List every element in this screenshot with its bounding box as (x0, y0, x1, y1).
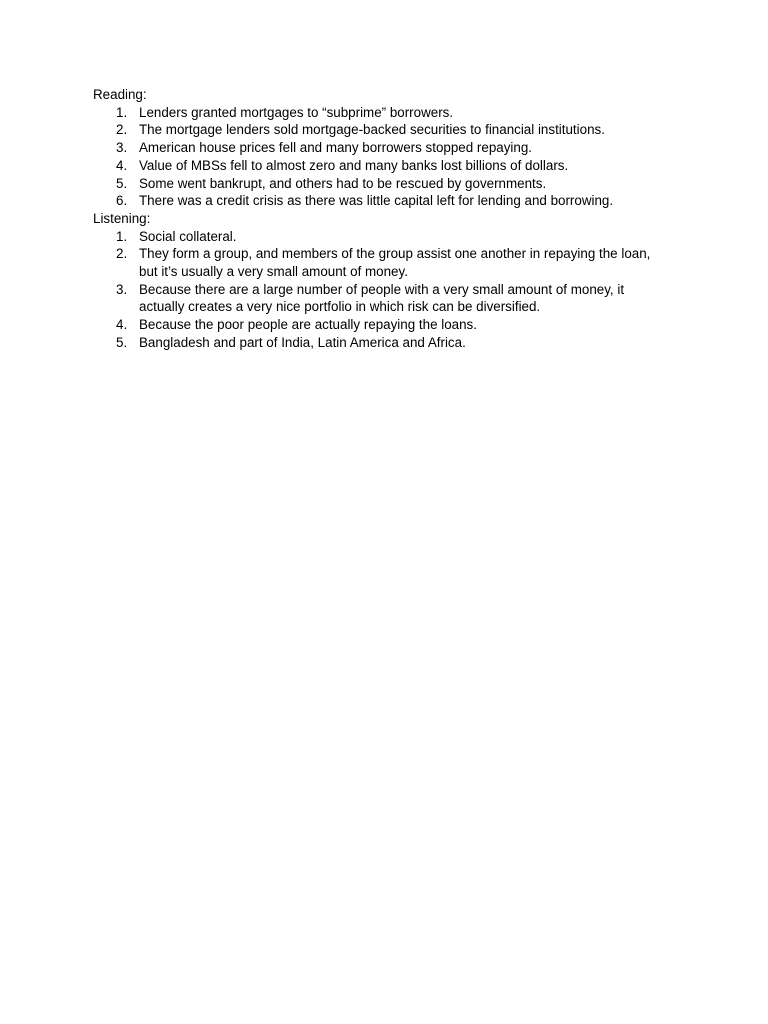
listening-section (93, 210, 673, 352)
document-page (93, 86, 673, 352)
item-text: Some went bankrupt, and others had to be rescued by governments. (139, 175, 547, 191)
item-text: Social collateral. (139, 228, 237, 244)
section-heading-reading: Reading: (93, 87, 147, 102)
item-number: 1. (116, 228, 128, 244)
item-text: There was a credit crisis as there was little capital left for lending and borrowing. (139, 193, 614, 209)
item-text: They form a group, and members of the group assist one another in repaying the loan, but it’s usually a very small amount of money. (139, 246, 651, 280)
item-text: Value of MBSs fell to almost zero and many banks lost billions of dollars. (139, 157, 569, 173)
list-item (93, 104, 673, 122)
list-item (93, 175, 673, 193)
list-item (93, 316, 673, 334)
item-text: Bangladesh and part of India, Latin America and Africa. (139, 334, 466, 350)
item-text: Because there are a large number of people with a very small amount of money, it actually creates a very nice portfolio in which risk can be diversified. (139, 281, 625, 315)
list-item (93, 192, 673, 210)
list-item (93, 228, 673, 246)
list-item (93, 245, 673, 280)
item-text: Lenders granted mortgages to “subprime” borrowers. (139, 104, 454, 120)
list-item (93, 157, 673, 175)
item-text: The mortgage lenders sold mortgage-backed securities to financial institutions. (139, 122, 605, 138)
item-number: 5. (116, 334, 128, 350)
list-item (93, 121, 673, 139)
reading-answer-list (93, 104, 673, 210)
list-item (93, 334, 673, 352)
item-number: 2. (116, 246, 128, 262)
item-number: 3. (116, 140, 128, 156)
reading-section (93, 86, 673, 210)
item-text: American house prices fell and many borrowers stopped repaying. (139, 140, 532, 156)
list-item (93, 281, 673, 316)
section-heading-listening: Listening: (93, 210, 151, 226)
item-number: 1. (116, 104, 128, 120)
listening-answer-list (93, 228, 673, 352)
item-number: 2. (116, 122, 128, 138)
item-number: 5. (116, 175, 128, 191)
item-number: 4. (116, 157, 128, 173)
item-number: 3. (116, 281, 128, 297)
item-text: Because the poor people are actually repaying the loans. (139, 317, 477, 333)
list-item (93, 139, 673, 157)
item-number: 6. (116, 193, 128, 209)
item-number: 4. (116, 317, 128, 333)
